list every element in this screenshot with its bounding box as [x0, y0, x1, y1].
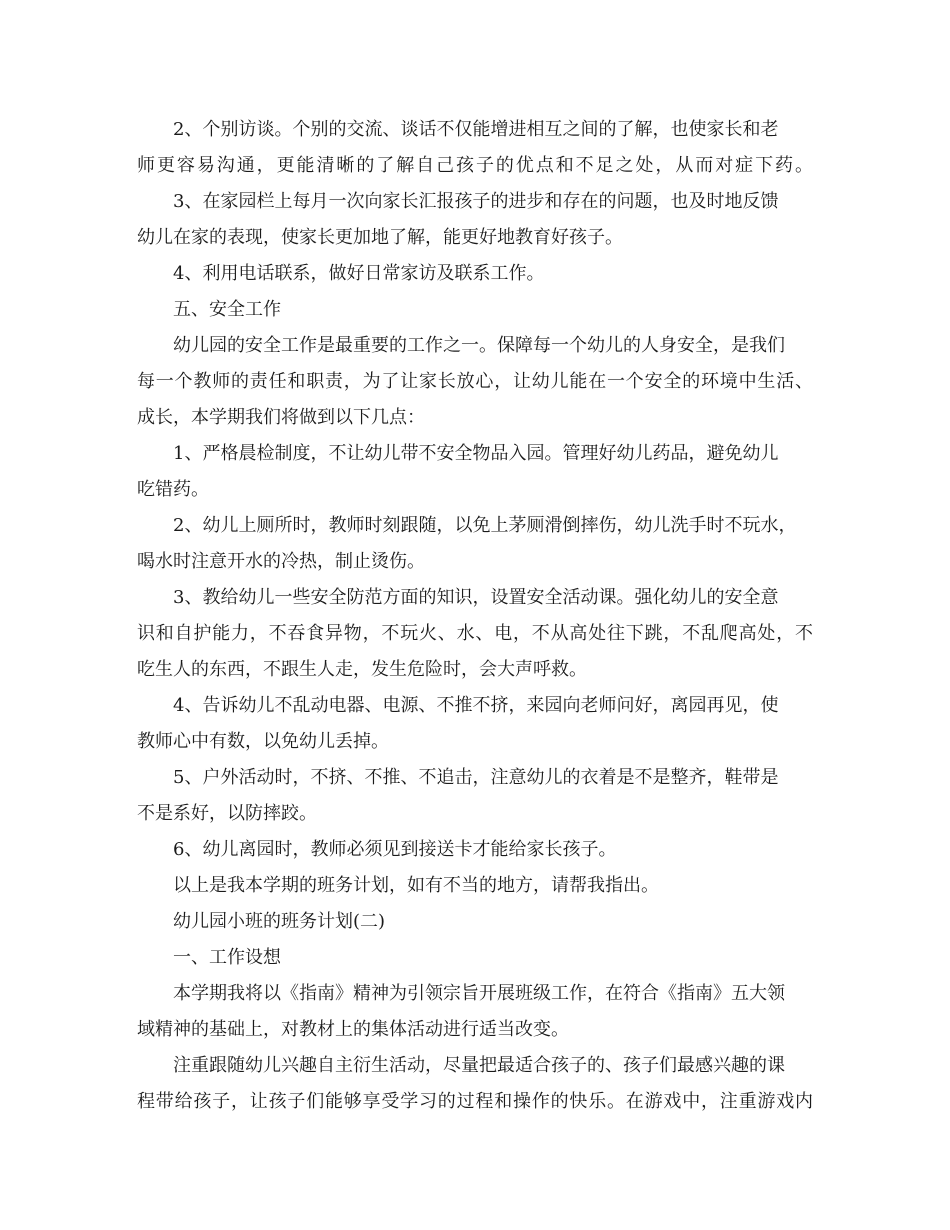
paragraph-line: 1、严格晨检制度，不让幼儿带不安全物品入园。管理好幼儿药品，避免幼儿: [173, 443, 779, 464]
paragraph-line: 识和自护能力，不吞食异物，不玩火、水、电，不从高处往下跳，不乱爬高处，不: [137, 623, 813, 644]
paragraph-line: 幼儿园的安全工作是最重要的工作之一。保障每一个幼儿的人身安全，是我们: [173, 335, 785, 356]
paragraph-line: 3、教给幼儿一些安全防范方面的知识，设置安全活动课。强化幼儿的安全意: [173, 587, 779, 608]
paragraph-line: 成长，本学期我们将做到以下几点：: [137, 407, 425, 428]
paragraph-line: 不是系好，以防摔跤。: [137, 803, 317, 824]
paragraph-line: 注重跟随幼儿兴趣自主衍生活动，尽量把最适合孩子的、孩子们最感兴趣的课: [173, 1055, 785, 1076]
paragraph-line: 师更容易沟通，更能清晰的了解自己孩子的优点和不足之处，从而对症下药。: [137, 155, 813, 176]
paragraph-line: 吃生人的东西，不跟生人走，发生危险时，会大声呼救。: [137, 659, 587, 680]
paragraph-line: 6、幼儿离园时，教师必须见到接送卡才能给家长孩子。: [173, 839, 617, 860]
section-heading: 五、安全工作: [173, 299, 281, 320]
paragraph-line: 教师心中有数，以免幼儿丢掉。: [137, 731, 389, 752]
paragraph-line: 以上是我本学期的班务计划，如有不当的地方，请帮我指出。: [173, 875, 659, 896]
document-title: 幼儿园小班的班务计划(二): [173, 911, 386, 932]
paragraph-line: 域精神的基础上，对教材上的集体活动进行适当改变。: [137, 1019, 569, 1040]
paragraph-line: 4、利用电话联系，做好日常家访及联系工作。: [173, 263, 545, 284]
paragraph-line: 程带给孩子，让孩子们能够享受学习的过程和操作的快乐。在游戏中，注重游戏内: [137, 1091, 813, 1112]
paragraph-line: 吃错药。: [137, 479, 209, 500]
paragraph-line: 2、个别访谈。个别的交流、谈话不仅能增进相互之间的了解，也使家长和老: [173, 119, 779, 140]
paragraph-line: 2、幼儿上厕所时，教师时刻跟随，以免上茅厕滑倒摔伤，幼儿洗手时不玩水，: [173, 515, 797, 536]
paragraph-line: 4、告诉幼儿不乱动电器、电源、不推不挤，来园向老师问好，离园再见，使: [173, 695, 779, 716]
paragraph-line: 喝水时注意开水的冷热，制止烫伤。: [137, 551, 425, 572]
paragraph-line: 3、在家园栏上每月一次向家长汇报孩子的进步和存在的问题，也及时地反馈: [173, 191, 779, 212]
paragraph-line: 本学期我将以《指南》精神为引领宗旨开展班级工作，在符合《指南》五大领: [173, 983, 785, 1004]
paragraph-line: 幼儿在家的表现，使家长更加地了解，能更好地教育好孩子。: [137, 227, 623, 248]
section-heading: 一、工作设想: [173, 947, 281, 968]
paragraph-line: 5、户外活动时，不挤、不推、不追击，注意幼儿的衣着是不是整齐，鞋带是: [173, 767, 779, 788]
paragraph-line: 每一个教师的责任和职责，为了让家长放心，让幼儿能在一个安全的环境中生活、: [137, 371, 813, 392]
